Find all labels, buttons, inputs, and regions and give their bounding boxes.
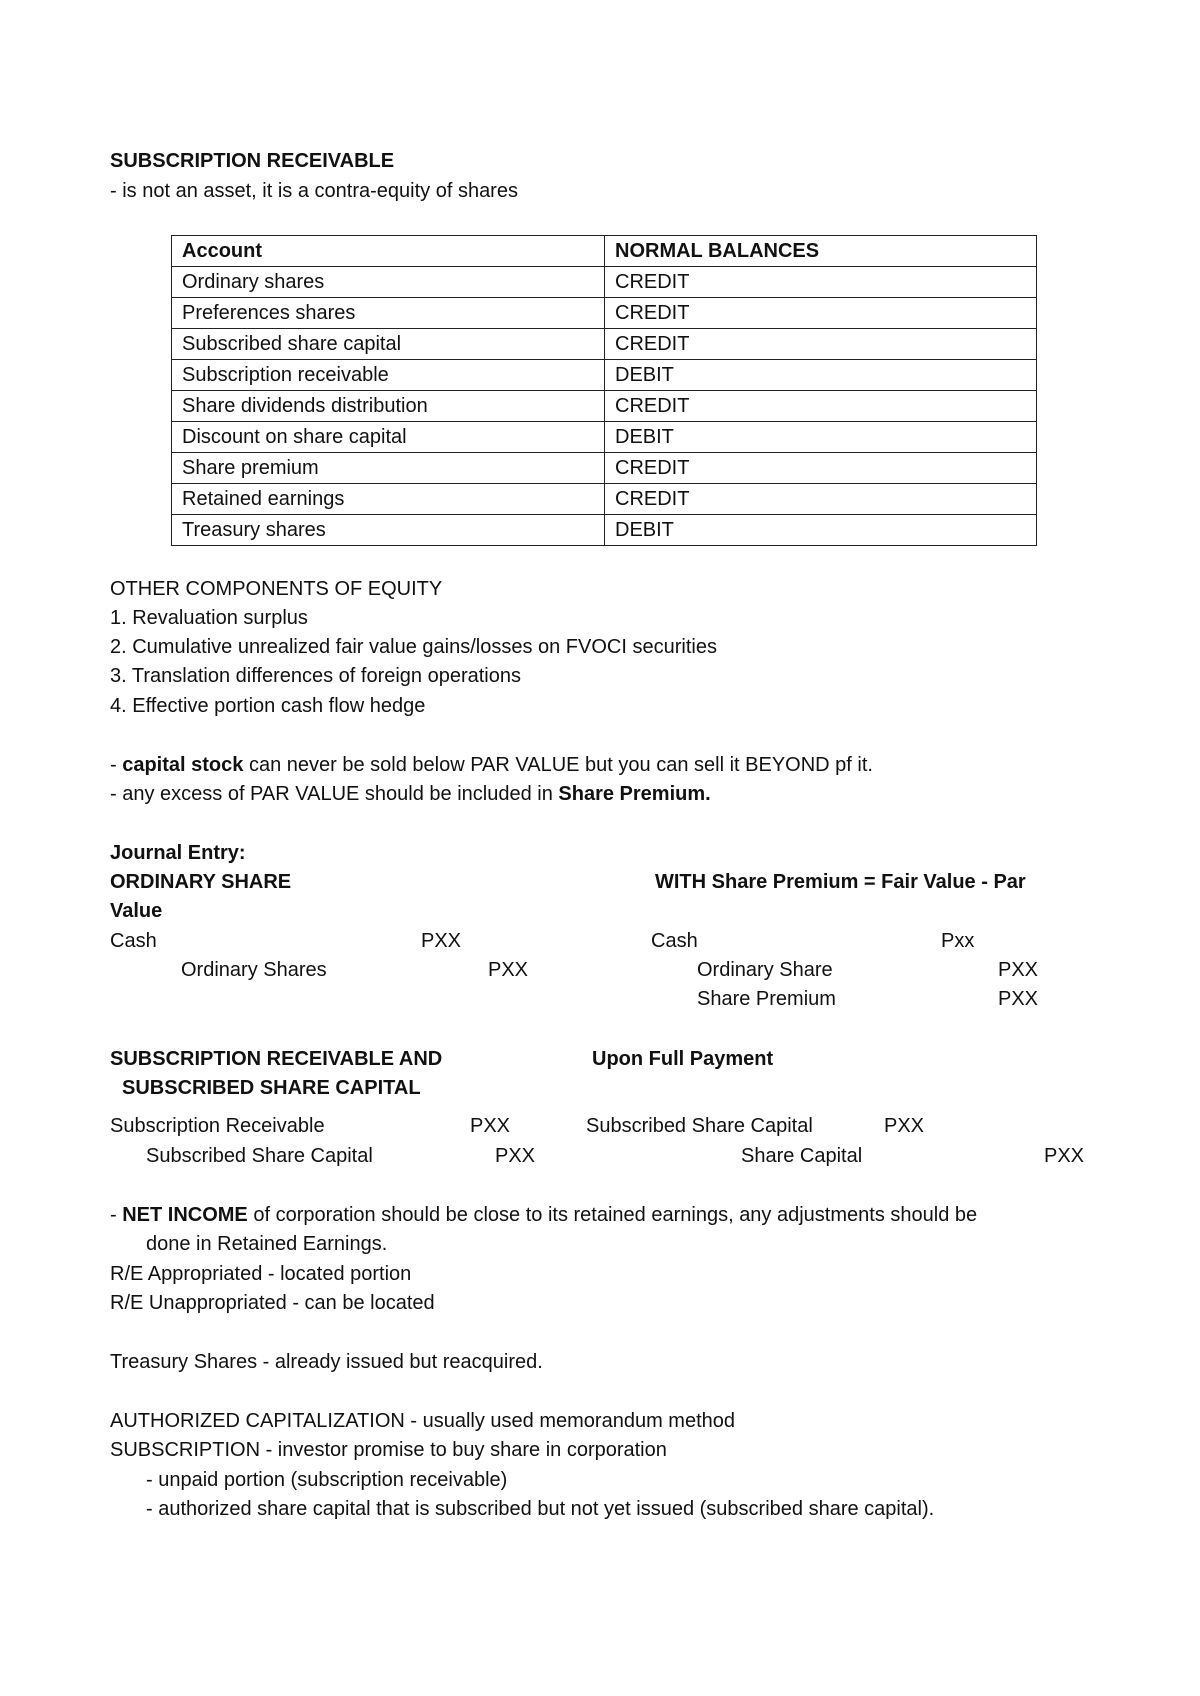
- par-value-text: - any excess of PAR VALUE should be included in: [110, 783, 559, 805]
- account-cell: Subscribed share capital: [172, 329, 605, 360]
- net-income-note: [110, 1200, 977, 1230]
- account-cell: Treasury shares: [172, 515, 605, 546]
- journal-left-ordinary: Ordinary Shares: [181, 959, 327, 981]
- table-row: [172, 267, 1037, 298]
- other-components-item: 4. Effective portion cash flow hedge: [110, 695, 426, 717]
- balance-cell: CREDIT: [605, 267, 1037, 298]
- balance-cell: DEBIT: [605, 360, 1037, 391]
- table-row: [172, 484, 1037, 515]
- balance-cell: CREDIT: [605, 453, 1037, 484]
- table-row: [172, 391, 1037, 422]
- balance-cell: CREDIT: [605, 298, 1037, 329]
- other-components-item: 3. Translation differences of foreign operations: [110, 665, 521, 687]
- subscription-left-debit: Subscription Receivable: [110, 1115, 325, 1137]
- other-components-heading: OTHER COMPONENTS OF EQUITY: [110, 578, 443, 600]
- capital-stock-note: [110, 750, 873, 780]
- table-row: [172, 422, 1037, 453]
- full-payment-debit-amount: PXX: [884, 1115, 925, 1137]
- full-payment-credit-amount: PXX: [1044, 1145, 1085, 1167]
- balance-cell: CREDIT: [605, 329, 1037, 360]
- ordinary-share-title: ORDINARY SHARE: [110, 871, 292, 893]
- table-row: [172, 453, 1037, 484]
- full-payment-debit: Subscribed Share Capital: [586, 1115, 813, 1137]
- table-row: [172, 329, 1037, 360]
- journal-right-premium-amount: PXX: [998, 988, 1039, 1010]
- net-income-prefix: -: [110, 1204, 123, 1226]
- table-row: [172, 360, 1037, 391]
- normal-balances-table: [171, 235, 1037, 546]
- net-income-term: NET INCOME: [122, 1204, 248, 1226]
- other-components-item: 1. Revaluation surplus: [110, 607, 308, 629]
- capital-stock-prefix: -: [110, 754, 123, 776]
- capital-stock-text: can never be sold below PAR VALUE but you can sell it BEYOND pf it.: [243, 754, 873, 776]
- balance-cell: DEBIT: [605, 515, 1037, 546]
- subscription-note: - is not an asset, it is a contra-equity of shares: [110, 180, 518, 202]
- subscription-left-credit-amount: PXX: [495, 1145, 536, 1167]
- account-cell: Share premium: [172, 453, 605, 484]
- subscription-title-continued: SUBSCRIBED SHARE CAPITAL: [122, 1077, 421, 1099]
- journal-left-cash-amount: PXX: [421, 930, 462, 952]
- account-cell: Share dividends distribution: [172, 391, 605, 422]
- subscription-left-credit: Subscribed Share Capital: [146, 1145, 373, 1167]
- authorized-capitalization: AUTHORIZED CAPITALIZATION - usually used memorandum method: [110, 1410, 735, 1432]
- balance-cell: CREDIT: [605, 484, 1037, 515]
- other-components-item: 2. Cumulative unrealized fair value gains/losses on FVOCI securities: [110, 636, 717, 658]
- re-appropriated: R/E Appropriated - located portion: [110, 1263, 412, 1285]
- journal-right-premium: Share Premium: [697, 988, 836, 1010]
- journal-left-ordinary-amount: PXX: [488, 959, 529, 981]
- share-premium-title-continued: Value: [110, 900, 163, 922]
- full-payment-credit: Share Capital: [741, 1145, 863, 1167]
- balance-cell: CREDIT: [605, 391, 1037, 422]
- journal-left-cash: Cash: [110, 930, 157, 952]
- table-row: [172, 515, 1037, 546]
- par-value-note: [110, 779, 711, 809]
- capital-stock-term: capital stock: [122, 754, 244, 776]
- share-premium-title: WITH Share Premium = Fair Value - Par: [655, 871, 1026, 893]
- account-cell: Subscription receivable: [172, 360, 605, 391]
- column-header-normal-balances: NORMAL BALANCES: [605, 236, 1037, 267]
- heading-subscription-receivable: SUBSCRIPTION RECEIVABLE: [110, 150, 395, 172]
- journal-entry-heading: Journal Entry:: [110, 842, 246, 864]
- subscription-title: SUBSCRIPTION RECEIVABLE AND: [110, 1048, 443, 1070]
- subscription-left-debit-amount: PXX: [470, 1115, 511, 1137]
- table-header-row: [172, 236, 1037, 267]
- journal-right-ordinary: Ordinary Share: [697, 959, 833, 981]
- share-premium-term: Share Premium.: [558, 783, 711, 805]
- journal-right-cash: Cash: [651, 930, 698, 952]
- unpaid-portion-note: - unpaid portion (subscription receivable): [146, 1469, 508, 1491]
- account-cell: Retained earnings: [172, 484, 605, 515]
- net-income-text: of corporation should be close to its retained earnings, any adjustments should be: [247, 1204, 978, 1226]
- account-cell: Discount on share capital: [172, 422, 605, 453]
- re-unappropriated: R/E Unappropriated - can be located: [110, 1292, 435, 1314]
- treasury-shares-note: Treasury Shares - already issued but reacquired.: [110, 1351, 543, 1373]
- journal-right-ordinary-amount: PXX: [998, 959, 1039, 981]
- net-income-continued: done in Retained Earnings.: [146, 1233, 388, 1255]
- subscribed-capital-note: - authorized share capital that is subscribed but not yet issued (subscribed share capital).: [146, 1498, 935, 1520]
- table-row: [172, 298, 1037, 329]
- account-cell: Preferences shares: [172, 298, 605, 329]
- balance-cell: DEBIT: [605, 422, 1037, 453]
- full-payment-title: Upon Full Payment: [592, 1048, 774, 1070]
- subscription-definition: SUBSCRIPTION - investor promise to buy share in corporation: [110, 1439, 667, 1461]
- account-cell: Ordinary shares: [172, 267, 605, 298]
- journal-right-cash-amount: Pxx: [941, 930, 975, 952]
- column-header-account: Account: [172, 236, 605, 267]
